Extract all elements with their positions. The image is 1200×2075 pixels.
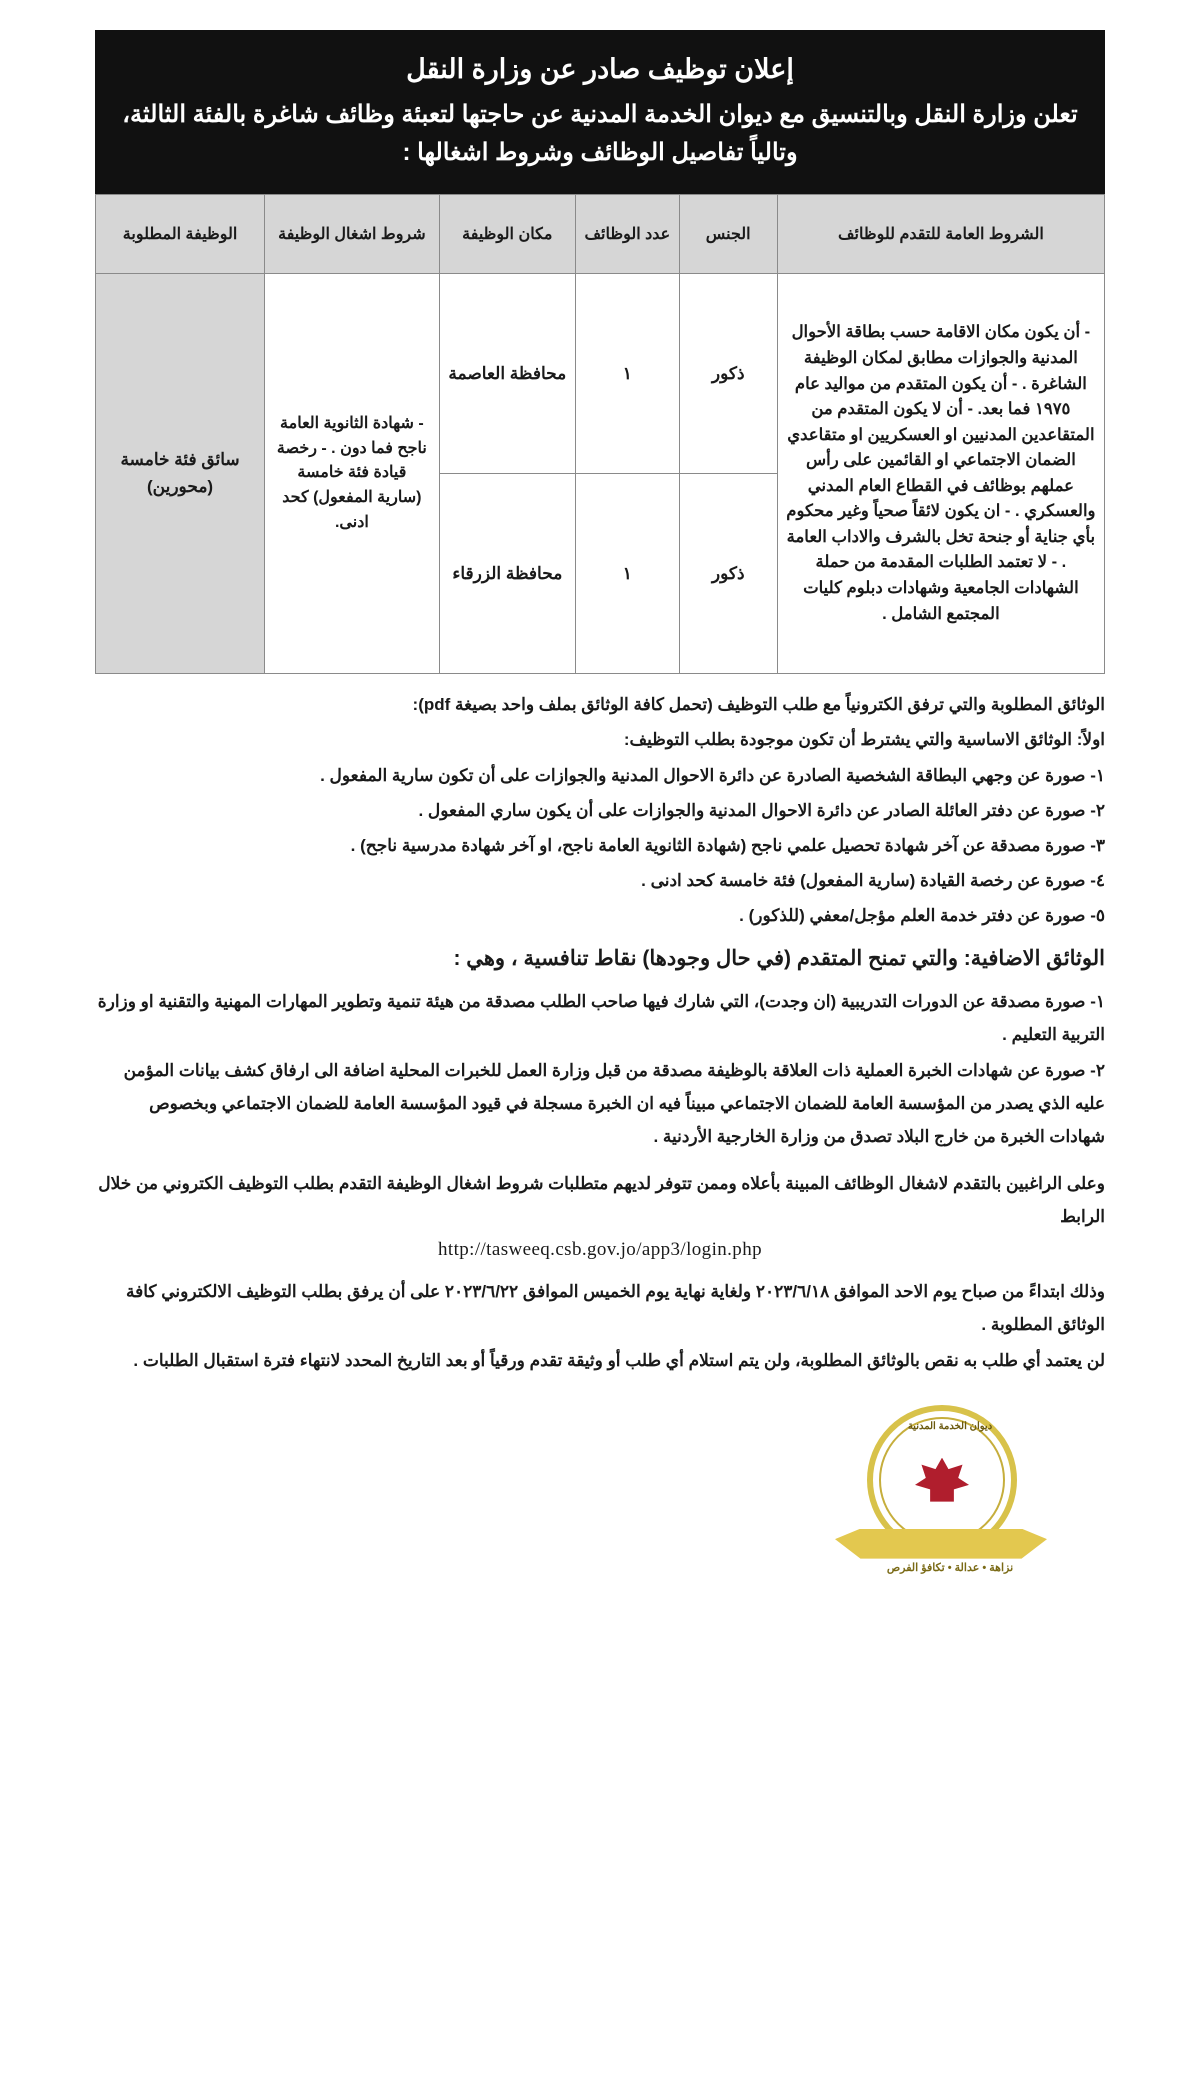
apply-details	[95, 1275, 1105, 1376]
header-conditions: الشروط العامة للتقدم للوظائف	[777, 195, 1104, 274]
documents-intro: الوثائق المطلوبة والتي ترفق الكترونياً مع طلب التوظيف (تحمل كافة الوثائق بملف واحد بصيغة pdf):	[412, 695, 1105, 715]
apply-dates: وذلك ابتداءً من صباح يوم الاحد الموافق ٢٠٢٣/٦/١٨ ولغاية نهاية يوم الخميس الموافق ٢٠٢٣/٦/٢٢ على أن يرفق بطلب التوظيف الالكتروني كافة الوثائق المطلوبة .	[126, 1282, 1105, 1335]
header-place: مكان الوظيفة	[439, 195, 575, 274]
additional-documents-section	[95, 985, 1105, 1153]
cell-count: ١	[576, 274, 680, 474]
document-item: ٢- صورة عن دفتر العائلة الصادر عن دائرة الاحوال المدنية والجوازات على أن يكون ساري المفعول .	[418, 800, 1105, 820]
cell-conditions: - أن يكون مكان الاقامة حسب بطاقة الأحوال المدنية والجوازات مطابق لمكان الوظيفة الشاغرة . - أن يكون المتقدم من مواليد عام ١٩٧٥ فما بعد. - أن لا يكون المتقدم من المتقاعدين المدنيين او العسكريين او متقاعدي الضمان الاجتماعي او القائمين على رأس عملهم بوظائف في القطاع العام المدني والعسكري . - ان يكون لائقاً صحياً وغير محكوم بأي جناية أو جنحة تخل بالشرف والاداب العامة . - لا تعتمد الطلبات المقدمة من حملة الشهادات الجامعية وشهادات دبلوم كليات المجتمع الشامل .	[777, 274, 1104, 674]
header-gender: الجنس	[679, 195, 777, 274]
cell-gender: ذكور	[679, 474, 777, 674]
document-item: ٥- صورة عن دفتر خدمة العلم مؤجل/معفي (للذكور) .	[739, 906, 1105, 926]
additional-documents-header: الوثائق الاضافية: والتي تمنح المتقدم (في حال وجودها) نقاط تنافسية ، وهي :	[453, 947, 1105, 971]
jobs-table	[95, 194, 1105, 674]
cell-job-title: سائق فئة خامسة (محورين)	[96, 274, 265, 674]
additional-document-item: ٢- صورة عن شهادات الخبرة العملية ذات العلاقة بالوظيفة مصدقة من قبل وزارة العمل للخبرات المحلية اضافة الى ارفاق كشف بيانات المؤمن عليه الذي يصدر من المؤسسة العامة للضمان الاجتماعي مبيناً فيه ان الخبرة مسجلة في قيود المؤسسة العامة للضمان الاجتماعي وبخصوص شهادات الخبرة من خارج البلاد تصدق من وزارة الخارجية الأردنية .	[123, 1060, 1105, 1146]
crown-icon	[915, 1458, 969, 1502]
footer-logo-area	[95, 1403, 1105, 1588]
cell-count: ١	[576, 474, 680, 674]
documents-first-header: اولاً: الوثائق الاساسية والتي يشترط أن تكون موجودة بطلب التوظيف:	[623, 730, 1105, 750]
cell-place: محافظة العاصمة	[439, 274, 575, 474]
civil-service-bureau-seal-icon	[845, 1403, 1055, 1578]
cell-gender: ذكور	[679, 274, 777, 474]
apply-instruction: وعلى الراغبين بالتقدم لاشغال الوظائف المبينة بأعلاه وممن تتوفر لديهم متطلبات شروط اشغال الوظيفة التقدم بطلب التوظيف الكتروني من خلال الرابط	[98, 1173, 1105, 1227]
seal-ribbon	[835, 1529, 1047, 1559]
announcement-title: إعلان توظيف صادر عن وزارة النقل	[406, 54, 794, 84]
table-row	[96, 274, 1105, 474]
cell-place: محافظة الزرقاء	[439, 474, 575, 674]
apply-section	[95, 1167, 1105, 1233]
header-job: الوظيفة المطلوبة	[96, 195, 265, 274]
document-item: ٣- صورة مصدقة عن آخر شهادة تحصيل علمي ناجح (شهادة الثانوية العامة ناجح، او آخر شهادة مدرسية ناجح) .	[350, 835, 1105, 855]
document-item: ٤- صورة عن رخصة القيادة (سارية المفعول) فئة خامسة كحد ادنى .	[641, 870, 1105, 890]
header-requirements: شروط اشغال الوظيفة	[265, 195, 440, 274]
seal-arabic-text: ديوان الخدمة المدنية	[907, 1420, 993, 1432]
additional-document-item: ١- صورة مصدقة عن الدورات التدريبية (ان وجدت)، التي شارك فيها صاحب الطلب مصدقة من هيئة تنمية وتطوير المهارات المهنية والتقنية او وزارة التربية التعليم .	[97, 992, 1105, 1045]
announcement-banner	[95, 30, 1105, 194]
apply-note: لن يعتمد أي طلب به نقص بالوثائق المطلوبة، ولن يتم استلام أي طلب أو وثيقة تقدم ورقياً أو بعد التاريخ المحدد لانتهاء فترة استقبال الطلبات .	[133, 1350, 1105, 1370]
documents-section	[95, 688, 1105, 932]
announcement-subtitle: تعلن وزارة النقل وبالتنسيق مع ديوان الخدمة المدنية عن حاجتها لتعبئة وظائف شاغرة بالفئة الثالثة، وتالياً تفاصيل الوظائف وشروط اشغالها :	[122, 100, 1078, 167]
seal-motto: نزاهة • عدالة • تكافؤ الفرص	[886, 1561, 1014, 1574]
document-item: ١- صورة عن وجهي البطاقة الشخصية الصادرة عن دائرة الاحوال المدنية والجوازات على أن تكون سارية المفعول .	[320, 765, 1105, 785]
apply-link[interactable]: http://tasweeq.csb.gov.jo/app3/login.php	[437, 1239, 762, 1261]
seal-emblem	[897, 1443, 987, 1517]
table-header-row	[96, 195, 1105, 274]
cell-requirements: - شهادة الثانوية العامة ناجح فما دون . - رخصة قيادة فئة خامسة (سارية المفعول) كحد ادنى.	[265, 274, 440, 674]
header-count: عدد الوظائف	[576, 195, 680, 274]
